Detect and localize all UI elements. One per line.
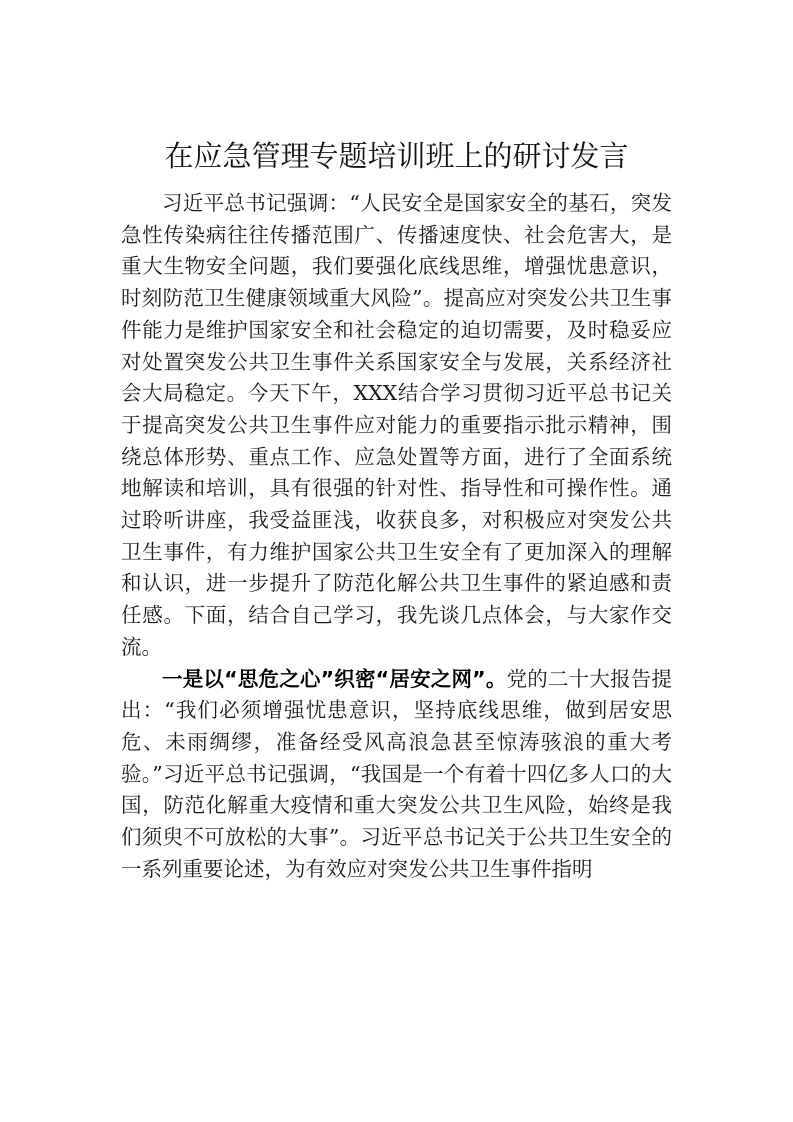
paragraph-point-one — [121, 664, 672, 886]
document-title: 在应急管理专题培训班上的研讨发言 — [164, 139, 629, 173]
document-body — [121, 188, 672, 885]
paragraph-intro-text: 习近平总书记强调：“人民安全是国家安全的基石，突发急性传染病往往传播范围广、传播速度快、社会危害大，是重大生物安全问题，我们要强化底线思维，增强忧患意识，时刻防范卫生健康领域重大风险”。提高应对突发公共卫生事件能力是维护国家安全和社会稳定的迫切需要，及时稳妥应对处置突发公共卫生事件关系国家安全与发展，关系经济社会大局稳定。今天下午，XXX结合学习贯彻习近平总书记关于提高突发公共卫生事件应对能力的重要指示批示精神，围绕总体形势、重点工作、应急处置等方面，进行了全面系统地解读和培训，具有很强的针对性、指导性和可操作性。通过聆听讲座，我受益匪浅，收获良多，对积极应对突发公共卫生事件，有力维护国家公共卫生安全有了更加深入的理解和认识，进一步提升了防范化解公共卫生事件的紧迫感和责任感。下面，结合自己学习，我先谈几点体会，与大家作交流。 — [121, 191, 672, 659]
paragraph-point-one-text: 党的二十大报告提出：“我们必须增强忧患意识，坚持底线思维，做到居安思危、未雨绸缪，准备经受风高浪急甚至惊涛骇浪的重大考验。”习近平总书记强调，“我国是一个有着十四亿多人口的大国，防范化解重大疫情和重大突发公共卫生风险，始终是我们须臾不可放松的大事”。习近平总书记关于公共卫生安全的一系列重要论述，为有效应对突发公共卫生事件指明 — [121, 666, 672, 881]
paragraph-intro — [121, 188, 672, 664]
paragraph-point-one-heading: 一是以“思危之心”织密“居安之网”。 — [162, 666, 507, 691]
